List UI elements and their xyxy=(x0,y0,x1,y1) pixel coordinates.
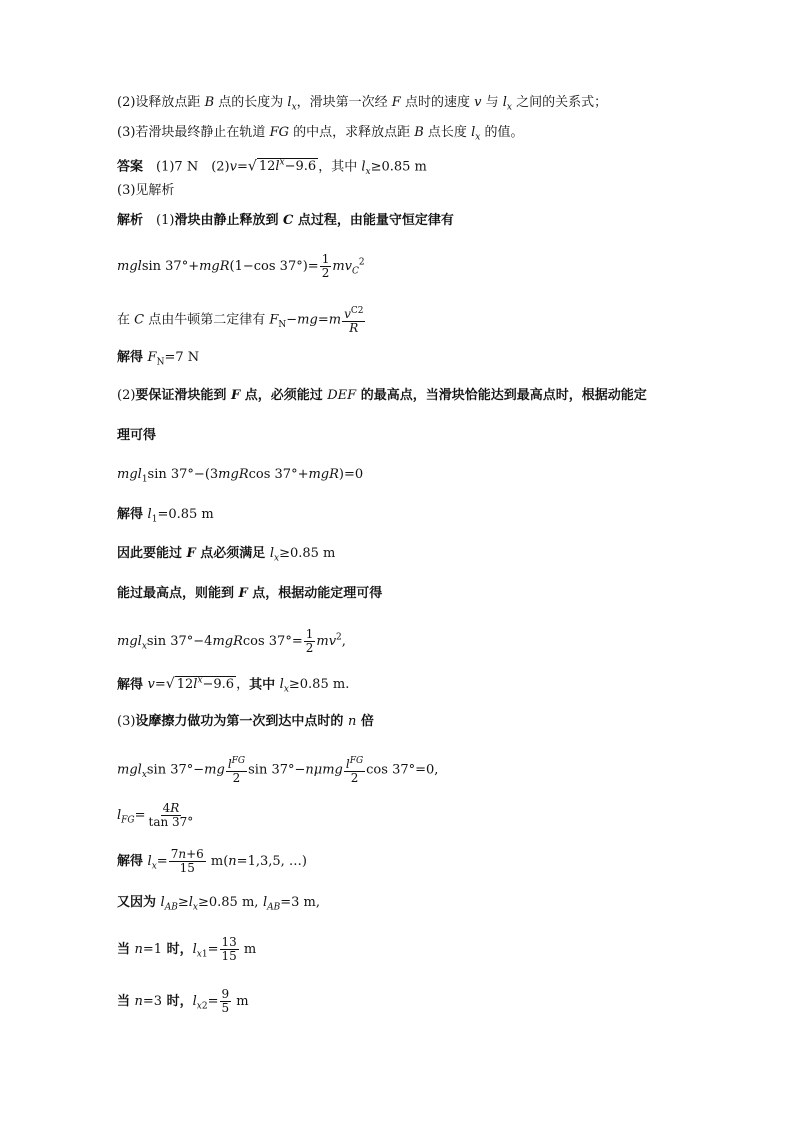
equation-energy: mglsin 37°+mgR(1−cos 37°)= $\frac{1}{2}$ $mv_C^2$ xyxy=(117,252,365,280)
case-n3: 当 n=3 时，$l_{x2}=$ $\frac{9}{5}$ m xyxy=(117,987,249,1015)
part2-text-a: (2)要保证滑块能到 F 点，必须能过 DEF 的最高点，当滑块恰能达到最高点时，根据动能定 xyxy=(117,388,647,403)
equation-friction: mgl$_x$sin 37°−mg $\frac{l^{FG}}{2}$ sin 37°−nμmg $\frac{l^{FG}}{2}$ cos 37°=0, xyxy=(117,756,439,785)
result-v: 解得 v=√ $12l^x-9.6$ ，其中 $l_x\ge 0.85$ m. xyxy=(117,676,350,695)
question-3: (3)若滑块最终静止在轨道 FG 的中点，求释放点距 B 点长度 $l_x$ 的值。 xyxy=(117,125,524,143)
part2-text-b: 理可得 xyxy=(117,428,157,443)
part3-text: (3)设摩擦力做功为第一次到达中点时的 n 倍 xyxy=(117,714,374,729)
answer-part-3: (3)见解析 xyxy=(117,183,175,198)
result-l1: 解得 $l_1=0.85$ m xyxy=(117,507,214,525)
case-n1: 当 n=1 时，$l_{x1}=$ $\frac{13}{15}$ m xyxy=(117,935,257,963)
part2-text-c: 能过最高点，则能到 F 点，根据动能定理可得 xyxy=(117,586,383,601)
condition-f: 因此要能过 F 点必须满足 $l_x\ge 0.85$ m xyxy=(117,546,336,564)
answer-line: 答案 (1)7 N (2)v=√ $12l^x-9.6$ ，其中 $l_x\ge 0.85$ m xyxy=(117,158,427,177)
analysis-intro: 解析 (1)滑块由静止释放到 C 点过程，由能量守恒定律有 xyxy=(117,213,454,228)
result-fn: 解得 $F_N=7$ N xyxy=(117,350,200,368)
equation-newton: 在 C 点由牛顿第二定律有 $F_N-mg=m$ $\frac{v^{C2}}{R}$ xyxy=(117,306,364,335)
condition-lab: 又因为 $l_{AB}\ge l_x\ge 0.85$ m, $l_{AB}=3$ m, xyxy=(117,895,321,913)
result-lx: 解得 $l_x=$ $\frac{7n+6}{15}$ m(n=1,3,5, …) xyxy=(117,847,307,875)
answer-label: 答案 xyxy=(117,159,144,175)
equation-work-energy-1: mgl$_1$sin 37°−(3mgRcos 37°+mgR)=0 xyxy=(117,467,364,485)
equation-lfg: $l_{FG}=$ $\frac{4R}{\tan 37^\circ}$ xyxy=(117,801,194,829)
question-2: (2)设释放点距 B 点的长度为 $l_x$，滑块第一次经 F 点时的速度 v 与 $l_x$ 之间的关系式； xyxy=(117,95,608,113)
equation-work-energy-2: mgl$_x$sin 37°−4mgRcos 37°= $\frac{1}{2}$ $mv^2$, xyxy=(117,627,346,655)
